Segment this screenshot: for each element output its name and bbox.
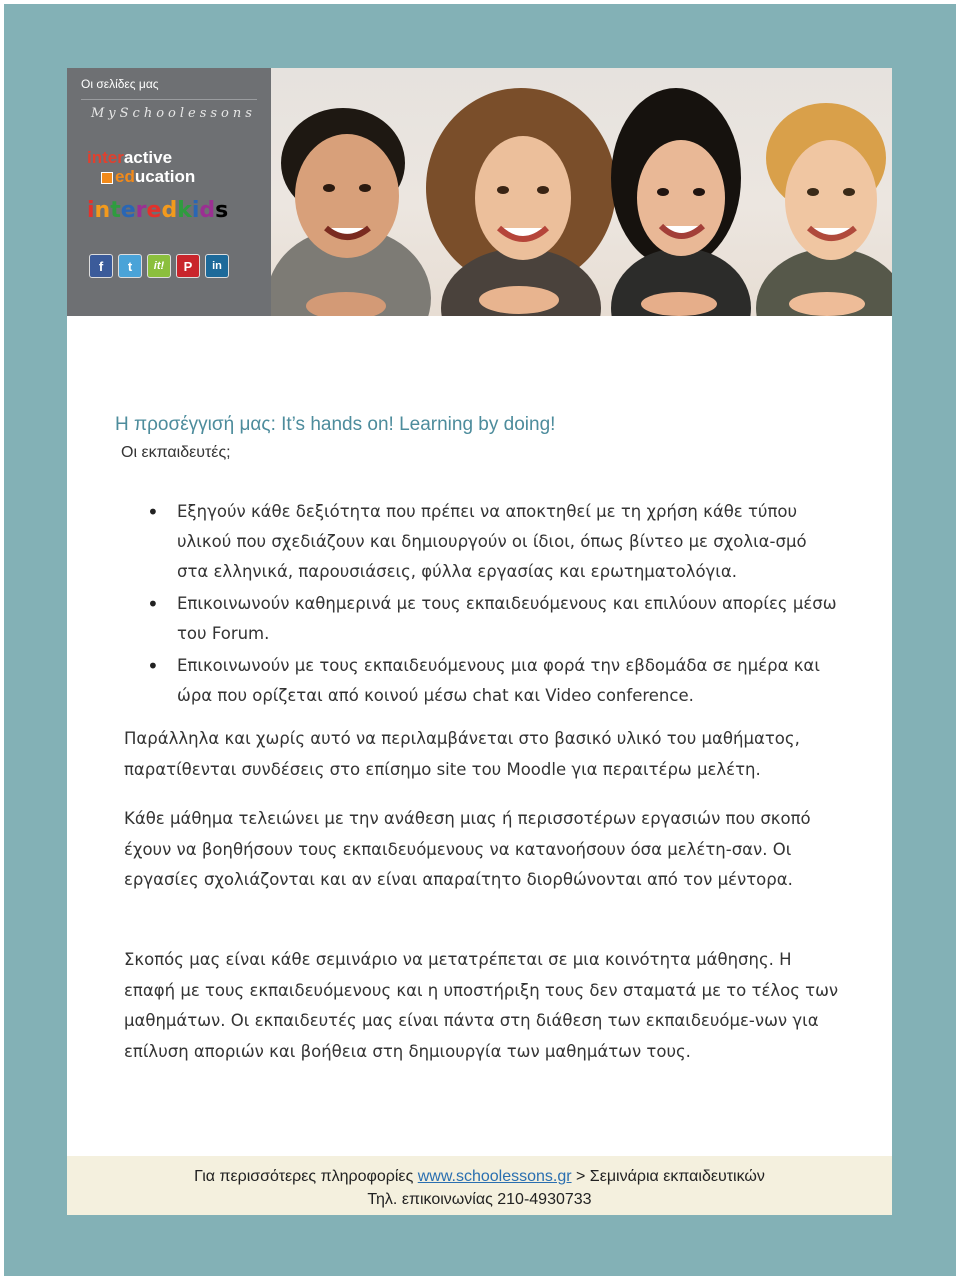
myschoolessons-logo-text: MySchoolessons [91, 106, 256, 121]
student-2 [426, 88, 616, 316]
scoopit-icon[interactable] [147, 254, 171, 278]
twitter-glyph: t [127, 258, 133, 274]
logo-ie-part: ed [115, 167, 135, 186]
bullet-list [121, 497, 841, 713]
paragraph: Παράλληλα και χωρίς αυτό να περιλαμβάνεται στο βασικό υλικό του μαθήματος, παρατίθενται συνδέσεις στο επίσημο site του Moodle για περαιτέρω μελέτη. [124, 729, 800, 779]
pinterest-glyph: P [183, 258, 193, 274]
scoopit-glyph: it! [153, 260, 165, 272]
facebook-glyph: f [98, 258, 104, 274]
section-subheading: Οι εκπαιδευτές; [121, 444, 231, 461]
footer [67, 1156, 892, 1215]
logo-ie-part: active [123, 148, 173, 167]
logo-letter: e [120, 198, 136, 223]
logo-ie-part: inter [87, 148, 124, 167]
logo-letter: t [110, 198, 121, 223]
linkedin-glyph: in [212, 260, 222, 272]
list-item: • Επικοινωνούν με τους εκπαιδευόμενους μια φορά την εβδομάδα σε ημέρα και ώρα που ορίζεται από κοινού μέσω chat και Video conference. [121, 651, 841, 711]
logo-letter: e [146, 198, 162, 223]
students-illustration [271, 68, 892, 316]
social-links [89, 254, 229, 278]
document-page [67, 68, 892, 1215]
footer-phone: Τηλ. επικοινωνίας 210-4930733 [367, 1191, 592, 1208]
sites-panel [67, 68, 271, 316]
logo-letter: s [215, 198, 229, 223]
pinterest-icon[interactable] [176, 254, 200, 278]
myschoolessons-logo[interactable] [91, 106, 256, 121]
section-heading: Η προσέγγισή μας: It’s hands on! Learning by doing! [115, 414, 556, 435]
logo-letter: d [199, 198, 216, 223]
logo-letter: i [191, 198, 200, 223]
interedkids-logo[interactable] [87, 198, 228, 223]
facebook-icon[interactable] [89, 254, 113, 278]
linkedin-icon[interactable] [205, 254, 229, 278]
student-1 [271, 108, 431, 316]
sites-panel-title: Οι σελίδες μας [81, 77, 159, 91]
interactive-education-logo[interactable] [87, 148, 195, 186]
student-3 [611, 88, 751, 316]
website-link[interactable]: www.schoolessons.gr [417, 1168, 572, 1185]
twitter-icon[interactable] [118, 254, 142, 278]
logo-letter: i [87, 198, 95, 223]
paragraph: Κάθε μάθημα τελειώνει με την ανάθεση μιας ή περισσοτέρων εργασιών που σκοπό έχουν να βοηθήσουν τους εκπαιδευόμενους να κατανοήσουν όσα μελέτη-σαν. Οι εργασίες σχολιάζονται και αν είναι απαραίτητο διορθώνονται από τον μέντορα. [124, 809, 811, 889]
footer-suffix: > Σεμινάρια εκπαιδευτικών [571, 1168, 765, 1185]
logo-letter: n [94, 198, 111, 223]
logo-square-icon [101, 172, 113, 184]
logo-ie-part: ucation [134, 167, 196, 186]
footer-prefix: Για περισσότερες πληροφορίες [194, 1168, 418, 1185]
paragraph: Σκοπός μας είναι κάθε σεμινάριο να μετατρέπεται σε μια κοινότητα μάθησης. Η επαφή με τους εκπαιδευόμενους και η υποστήριξη τους δεν σταματά με το τέλος των μαθημάτων. Οι εκπαιδευτές μας είναι πάντα στη διάθεση των εκπαιδευόμε-νων για επίλυση αποριών και βοήθεια στη δημιουργία των μαθημάτων τους. [124, 950, 839, 1061]
footer-info-line [67, 1168, 892, 1186]
students-photo [271, 68, 892, 316]
list-item: • Εξηγούν κάθε δεξιότητα που πρέπει να αποκτηθεί με τη χρήση κάθε τύπου υλικού που σχεδιάζουν και δημιουργούν οι ίδιοι, όπως βίντεο με σχολια-σμό στα ελληνικά, παρουσιάσεις, φύλλα εργασίας και ερωτηματολόγια. [121, 497, 841, 587]
logo-letter: k [177, 198, 192, 223]
logo-letter: d [161, 198, 178, 223]
divider [81, 99, 257, 100]
list-item: • Επικοινωνούν καθημερινά με τους εκπαιδευόμενους και επιλύουν απορίες μέσω του Forum. [121, 589, 841, 649]
logo-letter: r [135, 198, 147, 223]
student-4 [756, 103, 892, 316]
